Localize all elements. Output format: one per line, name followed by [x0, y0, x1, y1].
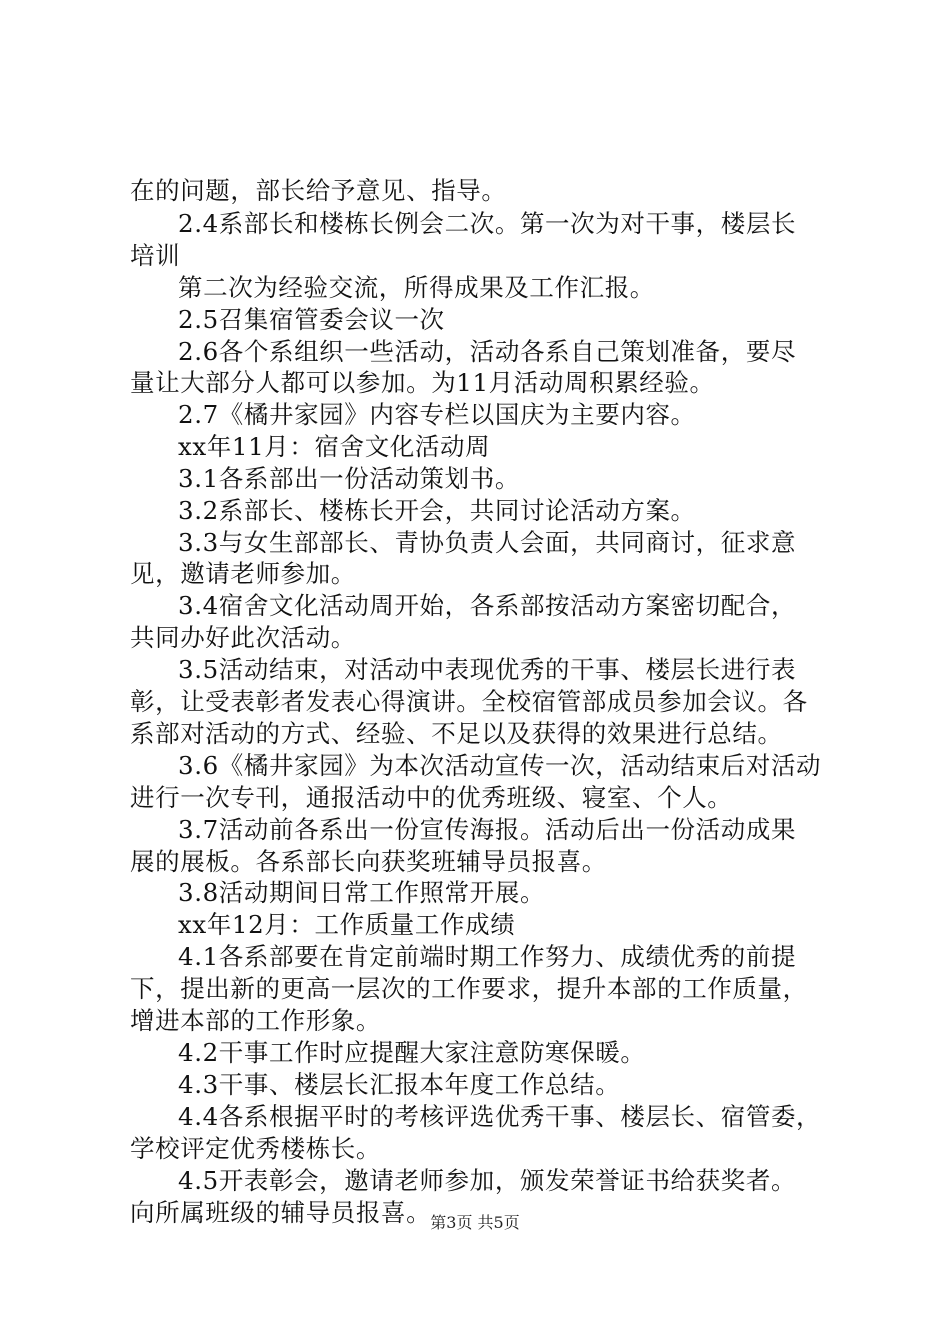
text-line: 2.7《橘井家园》内容专栏以国庆为主要内容。	[178, 400, 696, 429]
text-line: 3.1各系部出一份活动策划书。	[178, 464, 520, 493]
section-heading: xx年11月：宿舍文化活动周	[178, 432, 491, 461]
text-line: 展的展板。各系部长向获奖班辅导员报喜。	[130, 847, 607, 876]
text-line: 彰，让受表彰者发表心得演讲。全校宿管部成员参加会议。各	[130, 687, 808, 716]
text-line: 4.2干事工作时应提醒大家注意防寒保暖。	[178, 1038, 646, 1067]
section-heading: xx年12月：工作质量工作成绩	[178, 910, 516, 939]
text-line: 2.5召集宿管委会议一次	[178, 305, 445, 334]
text-line: 见，邀请老师参加。	[130, 559, 356, 588]
text-line: 3.3与女生部部长、青协负责人会面，共同商讨，征求意	[178, 528, 797, 557]
text-line: 进行一次专刊，通报活动中的优秀班级、寝室、个人。	[130, 783, 733, 812]
text-line: 4.3干事、楼层长汇报本年度工作总结。	[178, 1070, 621, 1099]
text-line: 3.5活动结束，对活动中表现优秀的干事、楼层长进行表	[178, 655, 797, 684]
text-line: 4.1各系部要在肯定前端时期工作努力、成绩优秀的前提	[178, 942, 797, 971]
text-line: 在的问题，部长给予意见、指导。	[130, 176, 507, 205]
text-line: 量让大部分人都可以参加。为11月活动周积累经验。	[130, 368, 715, 397]
text-line: 系部对活动的方式、经验、不足以及获得的效果进行总结。	[130, 719, 783, 748]
text-line: 3.8活动期间日常工作照常开展。	[178, 878, 546, 907]
text-line: 3.7活动前各系出一份宣传海报。活动后出一份活动成果	[178, 815, 797, 844]
text-line: 3.4宿舍文化活动周开始，各系部按活动方案密切配合，	[178, 591, 797, 620]
text-line: 3.2系部长、楼栋长开会，共同讨论活动方案。	[178, 496, 696, 525]
text-line: 下，提出新的更高一层次的工作要求，提升本部的工作质量，	[130, 974, 808, 1003]
page-number-footer: 第3页 共5页	[430, 1213, 520, 1232]
text-line: 4.5开表彰会，邀请老师参加，颁发荣誉证书给获奖者。	[178, 1166, 797, 1195]
text-line: 增进本部的工作形象。	[130, 1006, 381, 1035]
text-line: 学校评定优秀楼栋长。	[130, 1134, 381, 1163]
text-line: 2.6各个系组织一些活动，活动各系自己策划准备，要尽	[178, 337, 797, 366]
text-line: 4.4各系根据平时的考核评选优秀干事、楼层长、宿管委，	[178, 1102, 822, 1131]
text-line: 共同办好此次活动。	[130, 623, 356, 652]
text-line: 向所属班级的辅导员报喜。	[130, 1198, 432, 1227]
text-line: 培训	[130, 241, 181, 270]
text-line: 第二次为经验交流，所得成果及工作汇报。	[178, 273, 655, 302]
text-line: 2.4系部长和楼栋长例会二次。第一次为对干事，楼层长	[178, 209, 797, 238]
text-line: 3.6《橘井家园》为本次活动宣传一次，活动结束后对活动	[178, 751, 822, 780]
